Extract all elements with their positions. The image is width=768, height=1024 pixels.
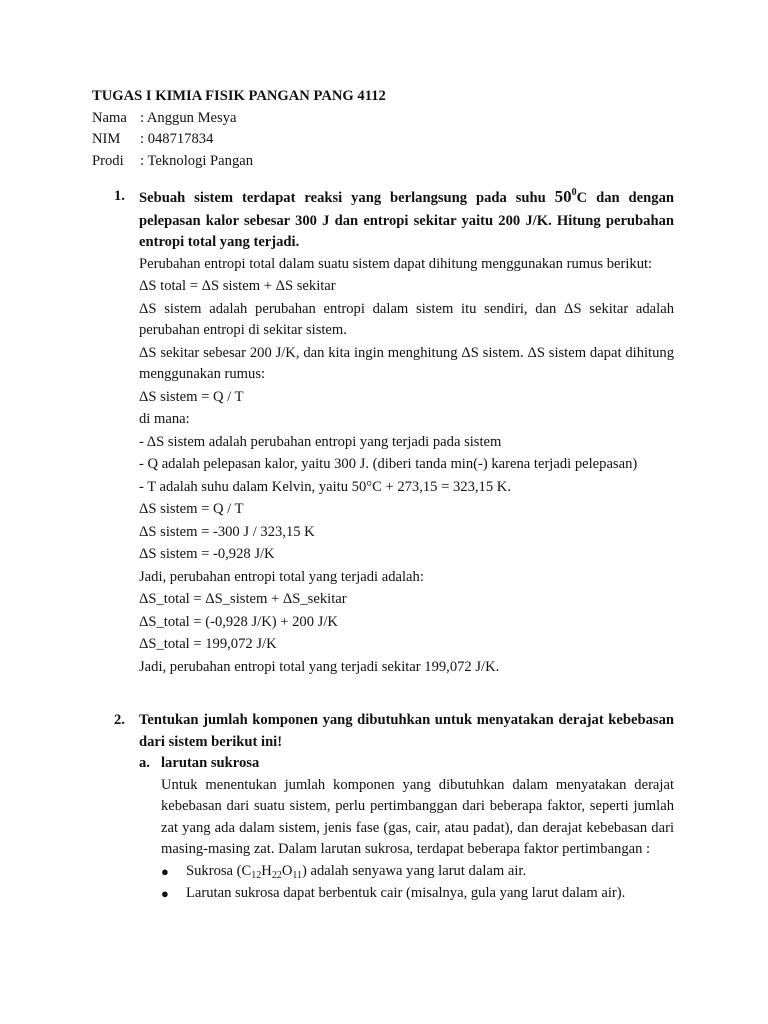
- answer-line: ΔS sistem = Q / T: [139, 501, 244, 517]
- bullet-text-part: Sukrosa (C: [186, 862, 252, 879]
- meta-row-nama: [92, 108, 692, 130]
- answer-line: ΔS total = ΔS sistem + ΔS sekitar: [139, 278, 336, 294]
- question-2-heading: [114, 710, 674, 753]
- answer-line: Jadi, perubahan entropi total yang terjadi sekitar 199,072 J/K.: [139, 658, 500, 675]
- answer-line: Jadi, perubahan entropi total yang terjadi adalah:: [139, 568, 424, 585]
- question-text: Tentukan jumlah komponen yang dibutuhkan untuk menyatakan derajat kebebasan dari sistem berikut ini!: [139, 712, 674, 750]
- sub-question-letter: a.: [139, 755, 150, 771]
- answer-line: ΔS sistem = Q / T: [139, 388, 244, 405]
- sub-question-title: larutan sukrosa: [161, 755, 260, 771]
- sub-question-a-body: [161, 775, 674, 905]
- question-1: [114, 186, 674, 679]
- answer-line: ΔS sekitar sebesar 200 J/K, dan kita ingin menghitung ΔS sistem. ΔS sistem dapat dihitung menggunakan rumus:: [139, 344, 674, 382]
- bullet-item: [161, 861, 674, 884]
- bullet-text: Larutan sukrosa dapat berbentuk cair (misalnya, gula yang larut dalam air).: [186, 885, 626, 901]
- meta-value: : Anggun Mesya: [140, 109, 237, 126]
- bullet-text-part: H: [261, 862, 272, 879]
- bullet-item: [161, 883, 674, 905]
- answer-line: - ΔS sistem adalah perubahan entropi yang terjadi pada sistem: [139, 433, 502, 450]
- meta-row-nim: [92, 129, 692, 151]
- meta-row-prodi: [92, 151, 692, 173]
- question-text-part: C dan dengan pelepasan kalor sebesar 300 J dan entropi sekitar yaitu 200 J/K. Hitung perubahan entropi total yang terjadi.: [139, 190, 674, 250]
- answer-1: [139, 254, 674, 679]
- bullet-icon: ●: [161, 863, 169, 879]
- subscript: 11: [292, 869, 303, 881]
- answer-line: ΔS_total = ΔS_sistem + ΔS_sekitar: [139, 591, 347, 607]
- meta-value: : Teknologi Pangan: [140, 152, 254, 169]
- bullet-text-part: O: [281, 862, 293, 879]
- question-2: [114, 710, 674, 905]
- answer-line: - Q adalah pelepasan kalor, yaitu 300 J. (diberi tanda min(-) karena terjadi pelepasan): [139, 456, 638, 472]
- document-header: [92, 86, 692, 172]
- subscript: 12: [251, 869, 262, 881]
- bullet-text: [186, 861, 674, 884]
- answer-line: - T adalah suhu dalam Kelvin, yaitu 50°C + 273,15 = 323,15 K.: [139, 478, 511, 495]
- answer-line: ΔS sistem adalah perubahan entropi dalam sistem itu sendiri, dan ΔS sekitar adalah perubahan entropi di sekitar sistem.: [139, 300, 674, 338]
- meta-key: NIM: [92, 131, 121, 147]
- answer-line: ΔS sistem = -0,928 J/K: [139, 546, 275, 562]
- bullet-text-part: ) adalah senyawa yang larut dalam air.: [302, 862, 527, 879]
- answer-line: Perubahan entropi total dalam suatu sistem dapat dihitung menggunakan rumus berikut:: [139, 255, 653, 272]
- answer-line: di mana:: [139, 411, 190, 427]
- question-text-part: Sebuah sistem terdapat reaksi yang berlangsung pada suhu: [139, 190, 555, 206]
- meta-key: Nama: [92, 109, 127, 126]
- question-text: [139, 186, 674, 254]
- answer-line: ΔS_total = (-0,928 J/K) + 200 J/K: [139, 613, 338, 630]
- question-number: 2.: [114, 712, 125, 728]
- meta-key: Prodi: [92, 152, 124, 169]
- answer-line: ΔS sistem = -300 J / 323,15 K: [139, 523, 315, 540]
- sub-question-paragraph: Untuk menentukan jumlah komponen yang dibutuhkan dalam menyatakan derajat kebebasan dari suatu sistem, perlu pertimbanggan dari beberapa faktor, seperti jumlah zat yang ada dalam sistem, jenis fase (gas, cair, atau padat), dan derajat kebebasan dari masing-masing zat. Dalam larutan sukrosa, terdapat beberapa faktor pertimbangan :: [161, 776, 674, 857]
- meta-value: : 048717834: [140, 131, 214, 147]
- temperature-value: 50: [554, 187, 572, 206]
- subscript: 22: [271, 869, 282, 881]
- question-1-heading: [114, 186, 674, 254]
- bullet-icon: ●: [161, 886, 169, 901]
- sub-question-a-heading: [139, 753, 674, 775]
- answer-line: ΔS_total = 199,072 J/K: [139, 636, 277, 652]
- sub-question-a: [139, 753, 674, 905]
- question-number: 1.: [114, 188, 125, 204]
- degree-superscript: 0: [571, 187, 577, 198]
- document-title: TUGAS I KIMIA FISIK PANGAN PANG 4112: [92, 88, 386, 104]
